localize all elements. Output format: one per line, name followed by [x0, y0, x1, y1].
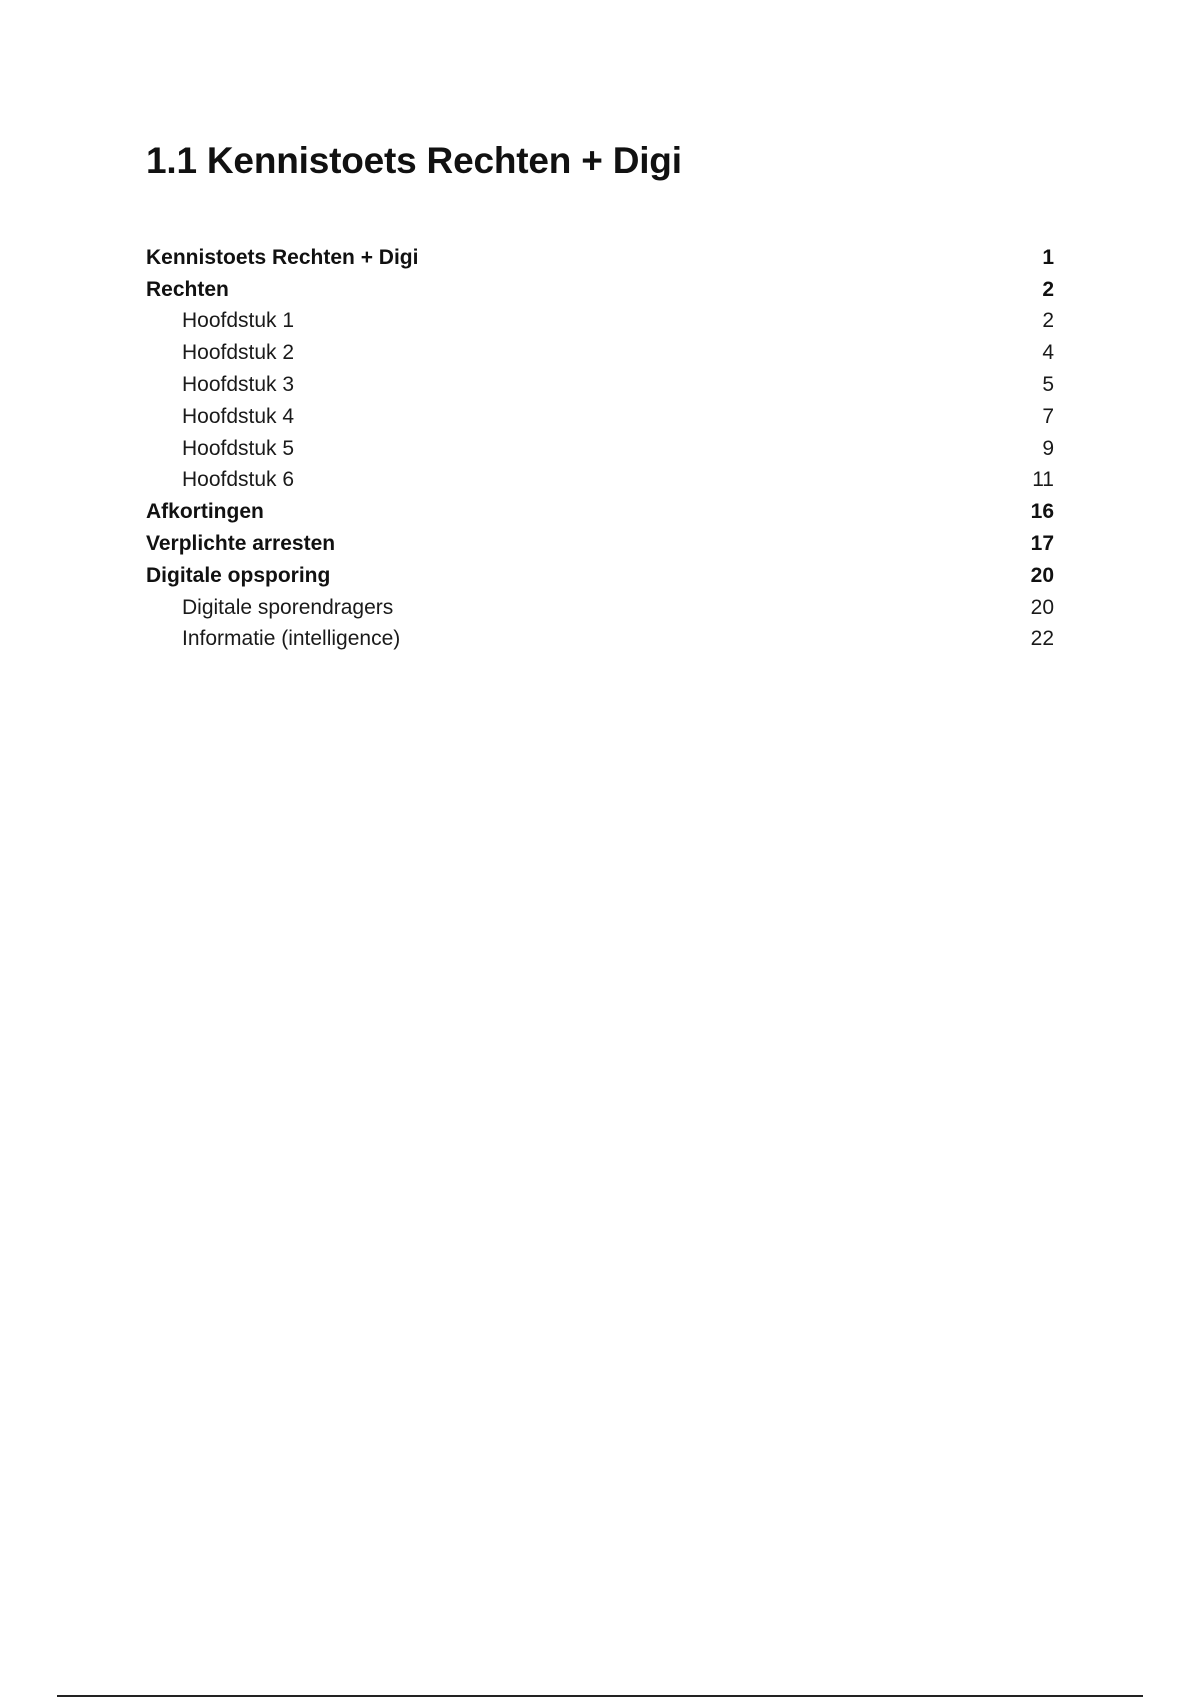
toc-entry[interactable]: [146, 592, 1054, 624]
toc-entry-page: 4: [1042, 341, 1054, 365]
toc-entry-page: 22: [1030, 627, 1054, 651]
toc-entry-label: Afkortingen: [146, 500, 264, 524]
toc-entry[interactable]: [146, 242, 1054, 274]
toc-entry-page: 11: [1032, 468, 1054, 492]
toc-entry[interactable]: [146, 401, 1054, 433]
toc-entry-page: 2: [1042, 277, 1054, 301]
toc-entry[interactable]: [146, 369, 1054, 401]
toc-entry-page: 16: [1030, 500, 1054, 524]
toc-entry[interactable]: [146, 433, 1054, 465]
page-title: 1.1 Kennistoets Rechten + Digi: [146, 140, 682, 181]
toc-entry-label: Hoofdstuk 1: [182, 309, 295, 333]
toc-entry[interactable]: [146, 496, 1054, 528]
toc-entry-page: 7: [1042, 404, 1054, 428]
toc-entry-page: 5: [1042, 373, 1054, 397]
toc-entry-page: 9: [1042, 436, 1054, 460]
toc-entry-page: 17: [1030, 532, 1054, 556]
toc-entry-label: Kennistoets Rechten + Digi: [146, 245, 419, 269]
toc-entry-label: Hoofdstuk 4: [182, 404, 295, 428]
toc-entry[interactable]: [146, 624, 1054, 656]
toc-entry-page: 2: [1042, 309, 1054, 333]
toc-entry-page: 20: [1030, 563, 1054, 587]
toc-entry[interactable]: [146, 274, 1054, 306]
toc-entry-label: Hoofdstuk 3: [182, 373, 295, 397]
toc-entry-label: Rechten: [146, 277, 229, 301]
toc-entry-page: 1: [1042, 245, 1054, 269]
footer-divider: [57, 1695, 1143, 1697]
toc-entry-label: Digitale opsporing: [146, 563, 331, 587]
toc-entry-page: 20: [1030, 595, 1054, 619]
toc-entry[interactable]: [146, 560, 1054, 592]
table-of-contents: [146, 242, 1054, 655]
toc-entry[interactable]: [146, 465, 1054, 497]
toc-entry[interactable]: [146, 306, 1054, 338]
toc-entry[interactable]: [146, 337, 1054, 369]
toc-entry-label: Hoofdstuk 5: [182, 436, 295, 460]
toc-entry-label: Digitale sporendragers: [182, 595, 394, 619]
toc-entry-label: Verplichte arresten: [146, 532, 336, 556]
toc-entry-label: Informatie (intelligence): [182, 627, 401, 651]
toc-entry-label: Hoofdstuk 6: [182, 468, 295, 492]
toc-entry-label: Hoofdstuk 2: [182, 341, 295, 365]
toc-entry[interactable]: [146, 528, 1054, 560]
